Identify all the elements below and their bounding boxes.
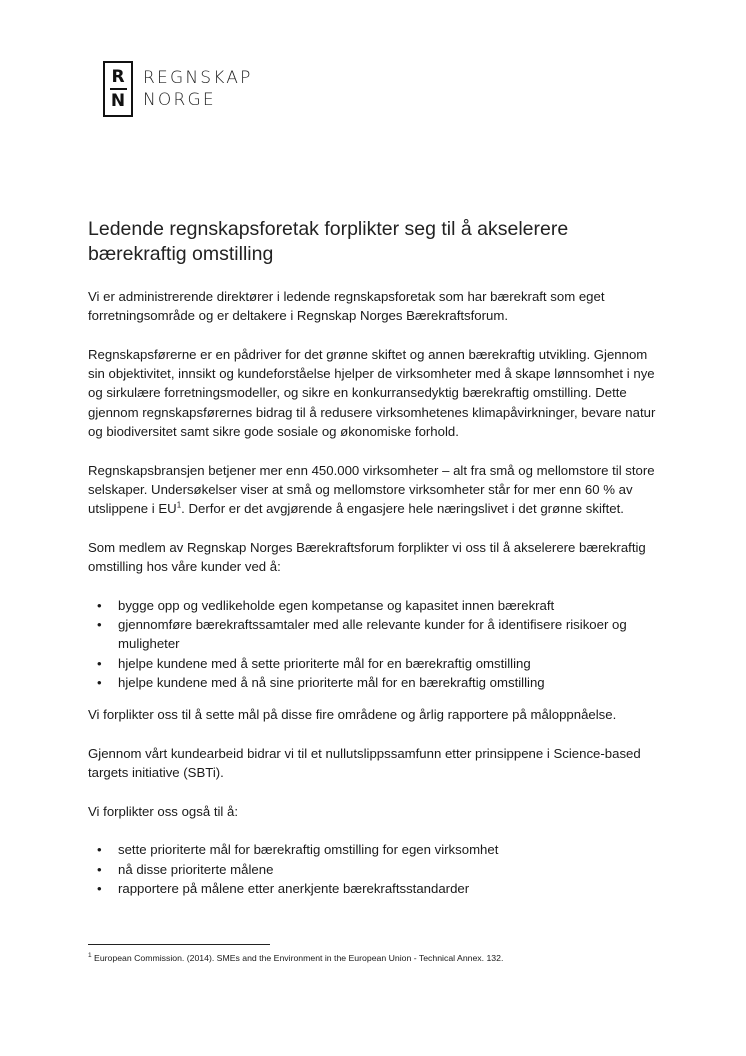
list-item: • nå disse prioriterte målene (88, 860, 663, 879)
paragraph-commitment-intro: Som medlem av Regnskap Norges Bærekraftsforum forplikter vi oss til å akselerere bærekraftig omstilling hos våre kunder ved å: (88, 539, 646, 575)
logo-mark-icon (103, 61, 133, 117)
regnskap-norge-logo (103, 59, 253, 119)
paragraph-drivers: Regnskapsførerne er en pådriver for det grønne skiftet og annen bærekraftig utvikling. Gjennom sin objektivitet, innsikt og kundeforståelse hjelper de virksomheter med å skape lønnsomhet i nye og sirkulære forretningsmodeller, og sikre en konkurransedyktig bærekraftig omstilling. Dette gjennom regnskapsførernes bidrag til å redusere virksomhetenes klimapåvirkninger, bevare natur og biodiversitet samt sikre gode sosiale og økonomiske forhold. (88, 346, 656, 440)
document-title: Ledende regnskapsforetak forplikter seg til å akselerere bærekraftig omstilling (88, 218, 569, 265)
footnote-number: 1 (88, 952, 92, 960)
logo-line1: REGNSKAP (143, 68, 253, 88)
paragraph-own-commitment: Vi forplikter oss også til å: (88, 803, 239, 819)
footnote-divider (88, 944, 270, 945)
own-commitment-list (88, 840, 663, 898)
logo-wordmark (143, 67, 253, 111)
footnote-reference: 1 (176, 500, 182, 510)
logo-mark-top: R (111, 67, 125, 87)
list-item: • sette prioriterte mål for bærekraftig omstilling for egen virksomhet (88, 840, 663, 859)
list-item: • rapportere på målene etter anerkjente bærekraftsstandarder (88, 879, 663, 898)
footnote-text: European Commission. (2014). SMEs and the Environment in the European Union - Technical Annex. 132. (91, 953, 504, 963)
list-item: • gjennomføre bærekraftssamtaler med alle relevante kunder for å identifisere risikoer og muligheter (88, 615, 663, 654)
list-item: • hjelpe kundene med å nå sine prioriterte mål for en bærekraftig omstilling (88, 673, 663, 692)
list-item: • hjelpe kundene med å sette prioriterte mål for en bærekraftig omstilling (88, 654, 663, 673)
commitment-list (88, 596, 663, 692)
logo-mark-divider (110, 88, 127, 90)
document-body (88, 287, 663, 911)
paragraph-industry-text-end: . Derfor er det avgjørende å engasjere hele næringslivet i det grønne skiftet. (181, 501, 624, 517)
paragraph-intro: Vi er administrerende direktører i ledende regnskapsforetak som har bærekraft som eget forretningsområde og er deltakere i Regnskap Norges Bærekraftsforum. (88, 289, 605, 324)
footnote (88, 952, 503, 964)
paragraph-sbti: Gjennom vårt kundearbeid bidrar vi til et nullutslippssamfunn etter prinsippene i Science-based targets initiative (SBTi). (88, 745, 641, 781)
list-item: • bygge opp og vedlikeholde egen kompetanse og kapasitet innen bærekraft (88, 596, 663, 615)
logo-mark-bottom: N (110, 91, 126, 111)
paragraph-industry-text: Regnskapsbransjen betjener mer enn 450.000 virksomheter – alt fra små og mellomstore til store selskaper. Undersøkelser viser at små og mellomstore virksomheter står for mer enn 60 % av utslippene i EU (88, 462, 655, 517)
paragraph-goals: Vi forplikter oss til å sette mål på disse fire områdene og årlig rapportere på måloppnåelse. (88, 707, 617, 723)
paragraph-industry (88, 461, 663, 519)
logo-line2: NORGE (143, 90, 216, 110)
